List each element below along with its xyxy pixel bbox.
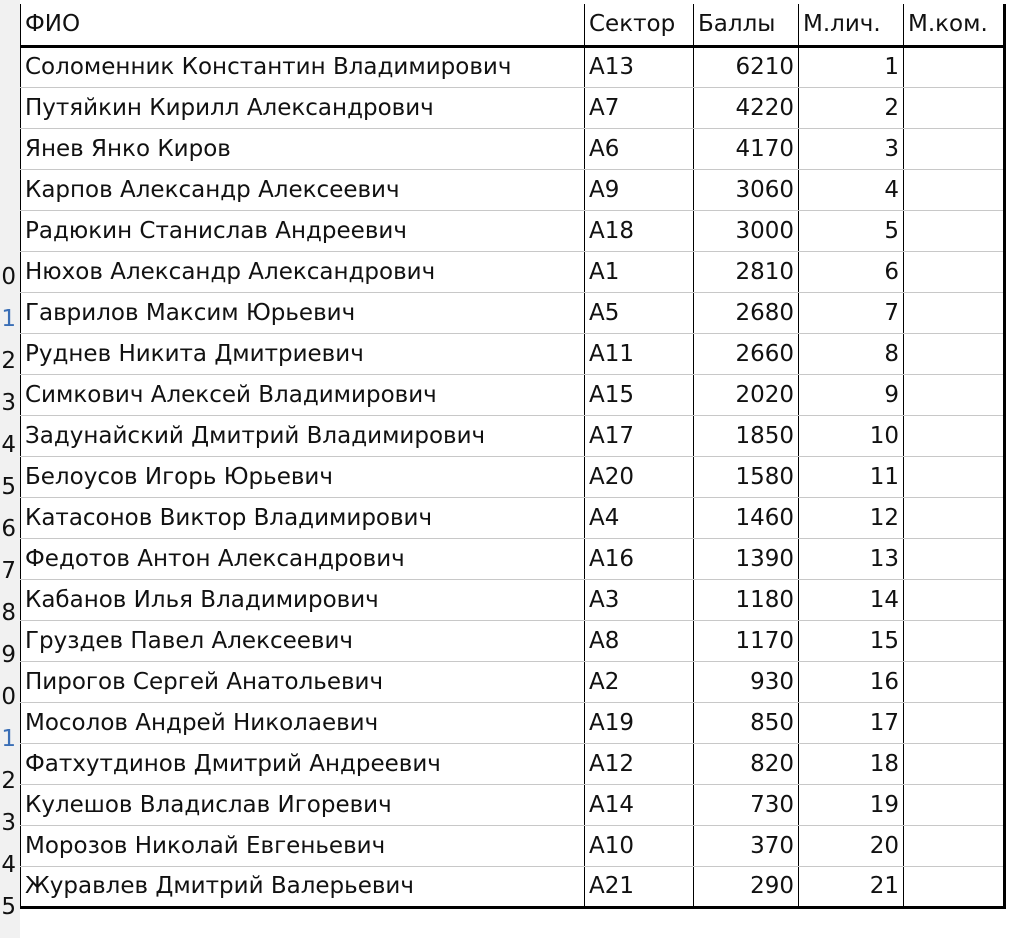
row-number[interactable]: 2: [1, 768, 16, 794]
cell-score[interactable]: 730: [694, 784, 799, 825]
cell-place-team[interactable]: [904, 46, 1005, 87]
table-row: [21, 456, 1005, 497]
cell-place-team[interactable]: [904, 210, 1005, 251]
table-row: [21, 169, 1005, 210]
cell-place-personal[interactable]: 11: [799, 456, 904, 497]
cell-place-personal[interactable]: 6: [799, 251, 904, 292]
cell-sector[interactable]: А3: [585, 579, 694, 620]
cell-place-team[interactable]: [904, 825, 1005, 866]
row-number[interactable]: 0: [1, 684, 16, 710]
row-number[interactable]: 5: [1, 894, 16, 920]
cell-place-personal[interactable]: 3: [799, 128, 904, 169]
cell-place-personal[interactable]: 13: [799, 538, 904, 579]
cell-sector[interactable]: А11: [585, 333, 694, 374]
header-cell-place-team[interactable]: М.ком.: [904, 4, 1005, 46]
cell-place-team[interactable]: [904, 702, 1005, 743]
cell-sector[interactable]: А1: [585, 251, 694, 292]
cell-score[interactable]: 370: [694, 825, 799, 866]
cell-place-team[interactable]: [904, 415, 1005, 456]
cell-sector[interactable]: А7: [585, 87, 694, 128]
cell-name[interactable]: Катасонов Виктор Владимирович: [21, 497, 585, 538]
cell-name[interactable]: Соломенник Константин Владимирович: [21, 46, 585, 87]
cell-score[interactable]: 1390: [694, 538, 799, 579]
cell-place-personal[interactable]: 8: [799, 333, 904, 374]
row-number[interactable]: 6: [1, 516, 16, 542]
cell-place-personal[interactable]: 16: [799, 661, 904, 702]
cell-name[interactable]: Белоусов Игорь Юрьевич: [21, 456, 585, 497]
cell-place-team[interactable]: [904, 866, 1005, 907]
cell-score[interactable]: 1170: [694, 620, 799, 661]
table-row: [21, 866, 1005, 907]
cell-name[interactable]: Пирогов Сергей Анатольевич: [21, 661, 585, 702]
cell-score[interactable]: 4170: [694, 128, 799, 169]
table-row: [21, 210, 1005, 251]
cell-sector[interactable]: А21: [585, 866, 694, 907]
cell-sector[interactable]: А5: [585, 292, 694, 333]
table-row: [21, 661, 1005, 702]
row-number[interactable]: 4: [1, 432, 16, 458]
cell-sector[interactable]: А6: [585, 128, 694, 169]
cell-sector[interactable]: А20: [585, 456, 694, 497]
header-row: [21, 4, 1005, 46]
cell-place-team[interactable]: [904, 497, 1005, 538]
cell-sector[interactable]: А13: [585, 46, 694, 87]
table-row: [21, 46, 1005, 87]
spreadsheet-table: [20, 4, 1006, 909]
cell-sector[interactable]: А17: [585, 415, 694, 456]
table-row: [21, 702, 1005, 743]
table-row: [21, 579, 1005, 620]
cell-name[interactable]: Груздев Павел Алексеевич: [21, 620, 585, 661]
table-row: [21, 292, 1005, 333]
cell-sector[interactable]: А9: [585, 169, 694, 210]
cell-place-team[interactable]: [904, 128, 1005, 169]
row-number[interactable]: 4: [1, 852, 16, 878]
cell-name[interactable]: Гаврилов Максим Юрьевич: [21, 292, 585, 333]
cell-place-team[interactable]: [904, 784, 1005, 825]
table-row: [21, 784, 1005, 825]
cell-name[interactable]: Задунайский Дмитрий Владимирович: [21, 415, 585, 456]
header-cell-place-personal[interactable]: М.лич.: [799, 4, 904, 46]
cell-place-personal[interactable]: 2: [799, 87, 904, 128]
table-row: [21, 825, 1005, 866]
cell-sector[interactable]: А16: [585, 538, 694, 579]
cell-score[interactable]: 3000: [694, 210, 799, 251]
cell-place-team[interactable]: [904, 87, 1005, 128]
cell-place-team[interactable]: [904, 620, 1005, 661]
table-row: [21, 497, 1005, 538]
row-number[interactable]: 9: [1, 642, 16, 668]
cell-score[interactable]: 290: [694, 866, 799, 907]
table-row: [21, 251, 1005, 292]
cell-score[interactable]: 2810: [694, 251, 799, 292]
cell-place-team[interactable]: [904, 538, 1005, 579]
cell-name[interactable]: Карпов Александр Алексеевич: [21, 169, 585, 210]
cell-sector[interactable]: А18: [585, 210, 694, 251]
table-row: [21, 333, 1005, 374]
cell-sector[interactable]: А4: [585, 497, 694, 538]
cell-score[interactable]: 6210: [694, 46, 799, 87]
table-row: [21, 87, 1005, 128]
cell-place-team[interactable]: [904, 456, 1005, 497]
cell-place-personal[interactable]: 7: [799, 292, 904, 333]
cell-place-personal[interactable]: 17: [799, 702, 904, 743]
cell-sector[interactable]: А10: [585, 825, 694, 866]
cell-place-personal[interactable]: 10: [799, 415, 904, 456]
cell-place-team[interactable]: [904, 374, 1005, 415]
cell-place-personal[interactable]: 20: [799, 825, 904, 866]
cell-score[interactable]: 4220: [694, 87, 799, 128]
row-number-gutter: [0, 0, 20, 938]
cell-place-team[interactable]: [904, 661, 1005, 702]
header-cell-score[interactable]: Баллы: [694, 4, 799, 46]
cell-place-team[interactable]: [904, 743, 1005, 784]
cell-sector[interactable]: А15: [585, 374, 694, 415]
cell-name[interactable]: Морозов Николай Евгеньевич: [21, 825, 585, 866]
cell-score[interactable]: 1180: [694, 579, 799, 620]
cell-place-personal[interactable]: 1: [799, 46, 904, 87]
row-number[interactable]: 3: [1, 390, 16, 416]
row-number[interactable]: 1: [1, 726, 16, 752]
cell-place-personal[interactable]: 18: [799, 743, 904, 784]
cell-score[interactable]: 930: [694, 661, 799, 702]
cell-name[interactable]: Мосолов Андрей Николаевич: [21, 702, 585, 743]
cell-sector[interactable]: А2: [585, 661, 694, 702]
cell-name[interactable]: Симкович Алексей Владимирович: [21, 374, 585, 415]
cell-place-personal[interactable]: 15: [799, 620, 904, 661]
cell-place-personal[interactable]: 21: [799, 866, 904, 907]
table-row: [21, 374, 1005, 415]
cell-place-personal[interactable]: 19: [799, 784, 904, 825]
cell-place-personal[interactable]: 9: [799, 374, 904, 415]
row-number[interactable]: 7: [1, 558, 16, 584]
header-cell-sector[interactable]: Сектор: [585, 4, 694, 46]
cell-score[interactable]: 2020: [694, 374, 799, 415]
table-row: [21, 620, 1005, 661]
cell-score[interactable]: 1460: [694, 497, 799, 538]
header-cell-name[interactable]: ФИО: [21, 4, 585, 46]
cell-place-team[interactable]: [904, 333, 1005, 374]
cell-place-personal[interactable]: 14: [799, 579, 904, 620]
cell-score[interactable]: 1850: [694, 415, 799, 456]
row-number[interactable]: 3: [1, 810, 16, 836]
cell-name[interactable]: Кабанов Илья Владимирович: [21, 579, 585, 620]
cell-score[interactable]: 1580: [694, 456, 799, 497]
cell-name[interactable]: Путяйкин Кирилл Александрович: [21, 87, 585, 128]
cell-name[interactable]: Нюхов Александр Александрович: [21, 251, 585, 292]
cell-place-team[interactable]: [904, 579, 1005, 620]
cell-name[interactable]: Руднев Никита Дмитриевич: [21, 333, 585, 374]
table-row: [21, 743, 1005, 784]
cell-place-team[interactable]: [904, 169, 1005, 210]
row-number[interactable]: 2: [1, 348, 16, 374]
cell-name[interactable]: Радюкин Станислав Андреевич: [21, 210, 585, 251]
cell-name[interactable]: Янев Янко Киров: [21, 128, 585, 169]
cell-name[interactable]: Федотов Антон Александрович: [21, 538, 585, 579]
cell-place-personal[interactable]: 12: [799, 497, 904, 538]
cell-score[interactable]: 820: [694, 743, 799, 784]
row-number[interactable]: 1: [1, 306, 16, 332]
row-number[interactable]: 0: [1, 264, 16, 290]
cell-sector[interactable]: А8: [585, 620, 694, 661]
cell-name[interactable]: Кулешов Владислав Игоревич: [21, 784, 585, 825]
cell-name[interactable]: Фатхутдинов Дмитрий Андреевич: [21, 743, 585, 784]
cell-sector[interactable]: А12: [585, 743, 694, 784]
row-number[interactable]: 5: [1, 474, 16, 500]
table-row: [21, 415, 1005, 456]
cell-sector[interactable]: А14: [585, 784, 694, 825]
table-row: [21, 128, 1005, 169]
cell-sector[interactable]: А19: [585, 702, 694, 743]
cell-name[interactable]: Журавлев Дмитрий Валерьевич: [21, 866, 585, 907]
cell-place-personal[interactable]: 5: [799, 210, 904, 251]
cell-place-team[interactable]: [904, 292, 1005, 333]
cell-score[interactable]: 850: [694, 702, 799, 743]
row-number[interactable]: 8: [1, 600, 16, 626]
cell-score[interactable]: 3060: [694, 169, 799, 210]
cell-place-team[interactable]: [904, 251, 1005, 292]
cell-place-personal[interactable]: 4: [799, 169, 904, 210]
cell-score[interactable]: 2680: [694, 292, 799, 333]
table-row: [21, 538, 1005, 579]
cell-score[interactable]: 2660: [694, 333, 799, 374]
